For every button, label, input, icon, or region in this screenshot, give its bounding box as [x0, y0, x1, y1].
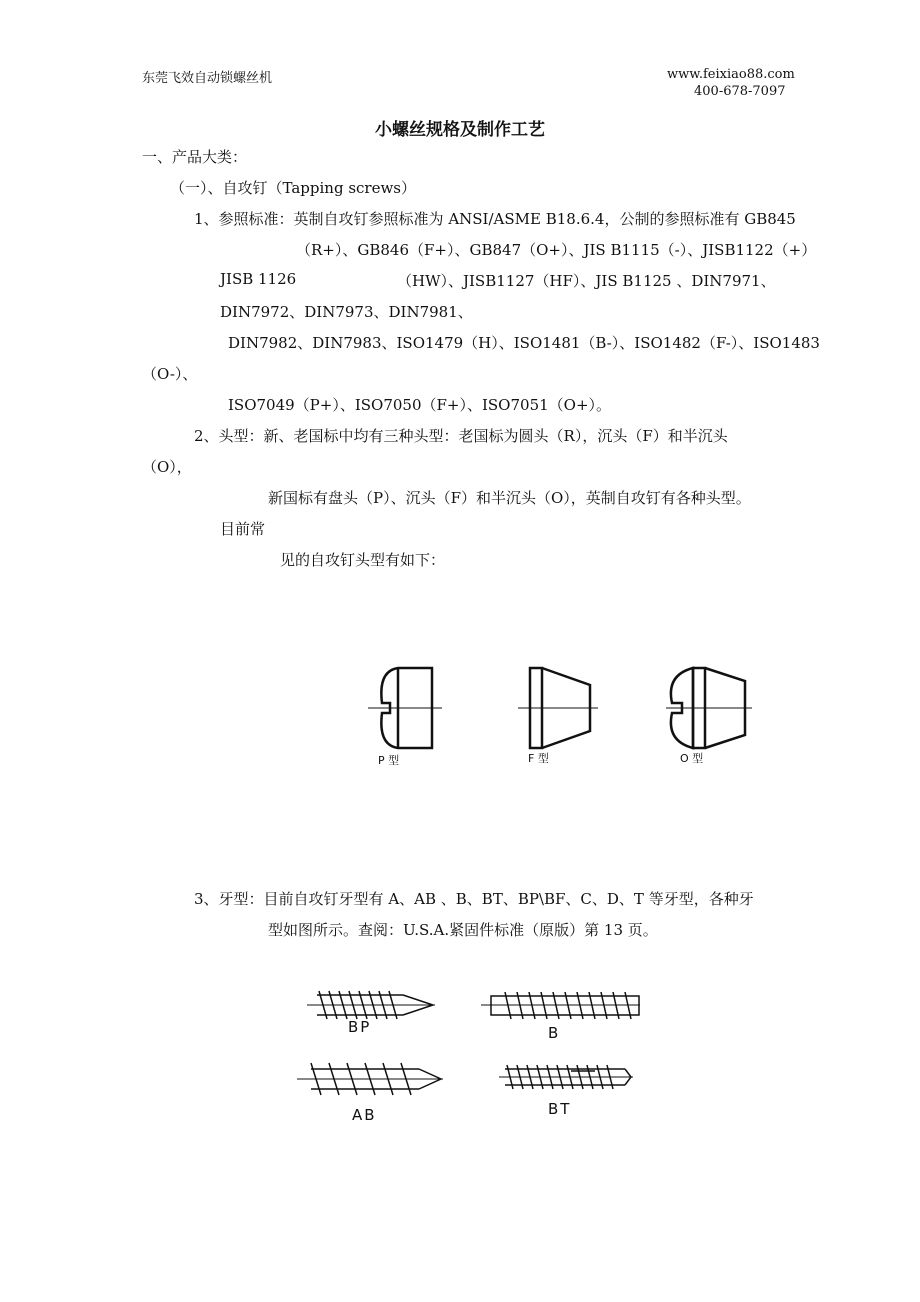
item3-line: 3、牙型：目前自攻钉牙型有 A、AB 、B、BT、BP\BF、C、D、T 等牙型，各种牙: [194, 890, 754, 908]
header-company: 东莞飞效自动锁螺丝机: [142, 71, 273, 86]
item1-line: （R+）、GB846（F+）、GB847（O+）、JIS B1115（-）、JISB1122（+）: [296, 241, 817, 259]
p-type-label: P 型: [378, 754, 400, 767]
item2-line: （O），: [142, 458, 192, 476]
item2-line: 新国标有盘头（P）、沉头（F）和半沉头（O），英制自攻钉有各种头型。: [268, 489, 751, 507]
header-website: www.feixiao88.com: [667, 67, 795, 82]
item1-line: 1、参照标准：英制自攻钉参照标准为 ANSI/ASME B18.6.4，公制的参照标准有 GB845: [194, 210, 796, 228]
o-type-label: O 型: [680, 752, 704, 765]
f-head-diagram: [518, 668, 598, 748]
item1-line: （O-）、: [142, 365, 198, 383]
item2-line: 见的自攻钉头型有如下：: [280, 551, 446, 569]
p-head-diagram: [368, 668, 442, 748]
ab-thread-diagram: [297, 1063, 443, 1095]
item1-line: ISO7049（P+）、ISO7050（F+）、ISO7051（O+）。: [228, 396, 612, 414]
bp-label: BP: [348, 1018, 372, 1036]
head-types-figure: [360, 655, 760, 765]
b-label: B: [548, 1024, 561, 1042]
item1-line: JISB 1126: [220, 270, 297, 288]
f-type-label: F 型: [528, 752, 549, 765]
o-head-diagram: [666, 668, 752, 748]
bt-label: BT: [548, 1100, 572, 1118]
section-heading: 一、产品大类：: [142, 148, 248, 166]
item1-line: （HW）、JISB1127（HF）、JIS B1125 、DIN7971、: [397, 272, 776, 290]
ab-label: AB: [352, 1106, 377, 1124]
bp-thread-diagram: [307, 991, 435, 1019]
page-title: 小螺丝规格及制作工艺: [375, 120, 545, 140]
item2-line: 目前常: [220, 520, 266, 538]
subsection-heading: （一）、自攻钉（Tapping screws）: [170, 179, 416, 197]
item2-line: 2、头型：新、老国标中均有三种头型：老国标为圆头（R），沉头（F）和半沉头: [194, 427, 728, 445]
item1-line: DIN7972、DIN7973、DIN7981、: [220, 303, 473, 321]
b-thread-diagram: [481, 992, 640, 1019]
item1-line: DIN7982、DIN7983、ISO1479（H）、ISO1481（B-）、ISO1482（F-）、ISO1483: [228, 334, 820, 352]
thread-types-figure: [295, 985, 655, 1105]
bt-thread-diagram: [499, 1065, 633, 1089]
header-phone: 400-678-7097: [694, 84, 786, 99]
item3-line: 型如图所示。查阅：U.S.A.紧固件标准（原版）第 13 页。: [268, 921, 658, 939]
